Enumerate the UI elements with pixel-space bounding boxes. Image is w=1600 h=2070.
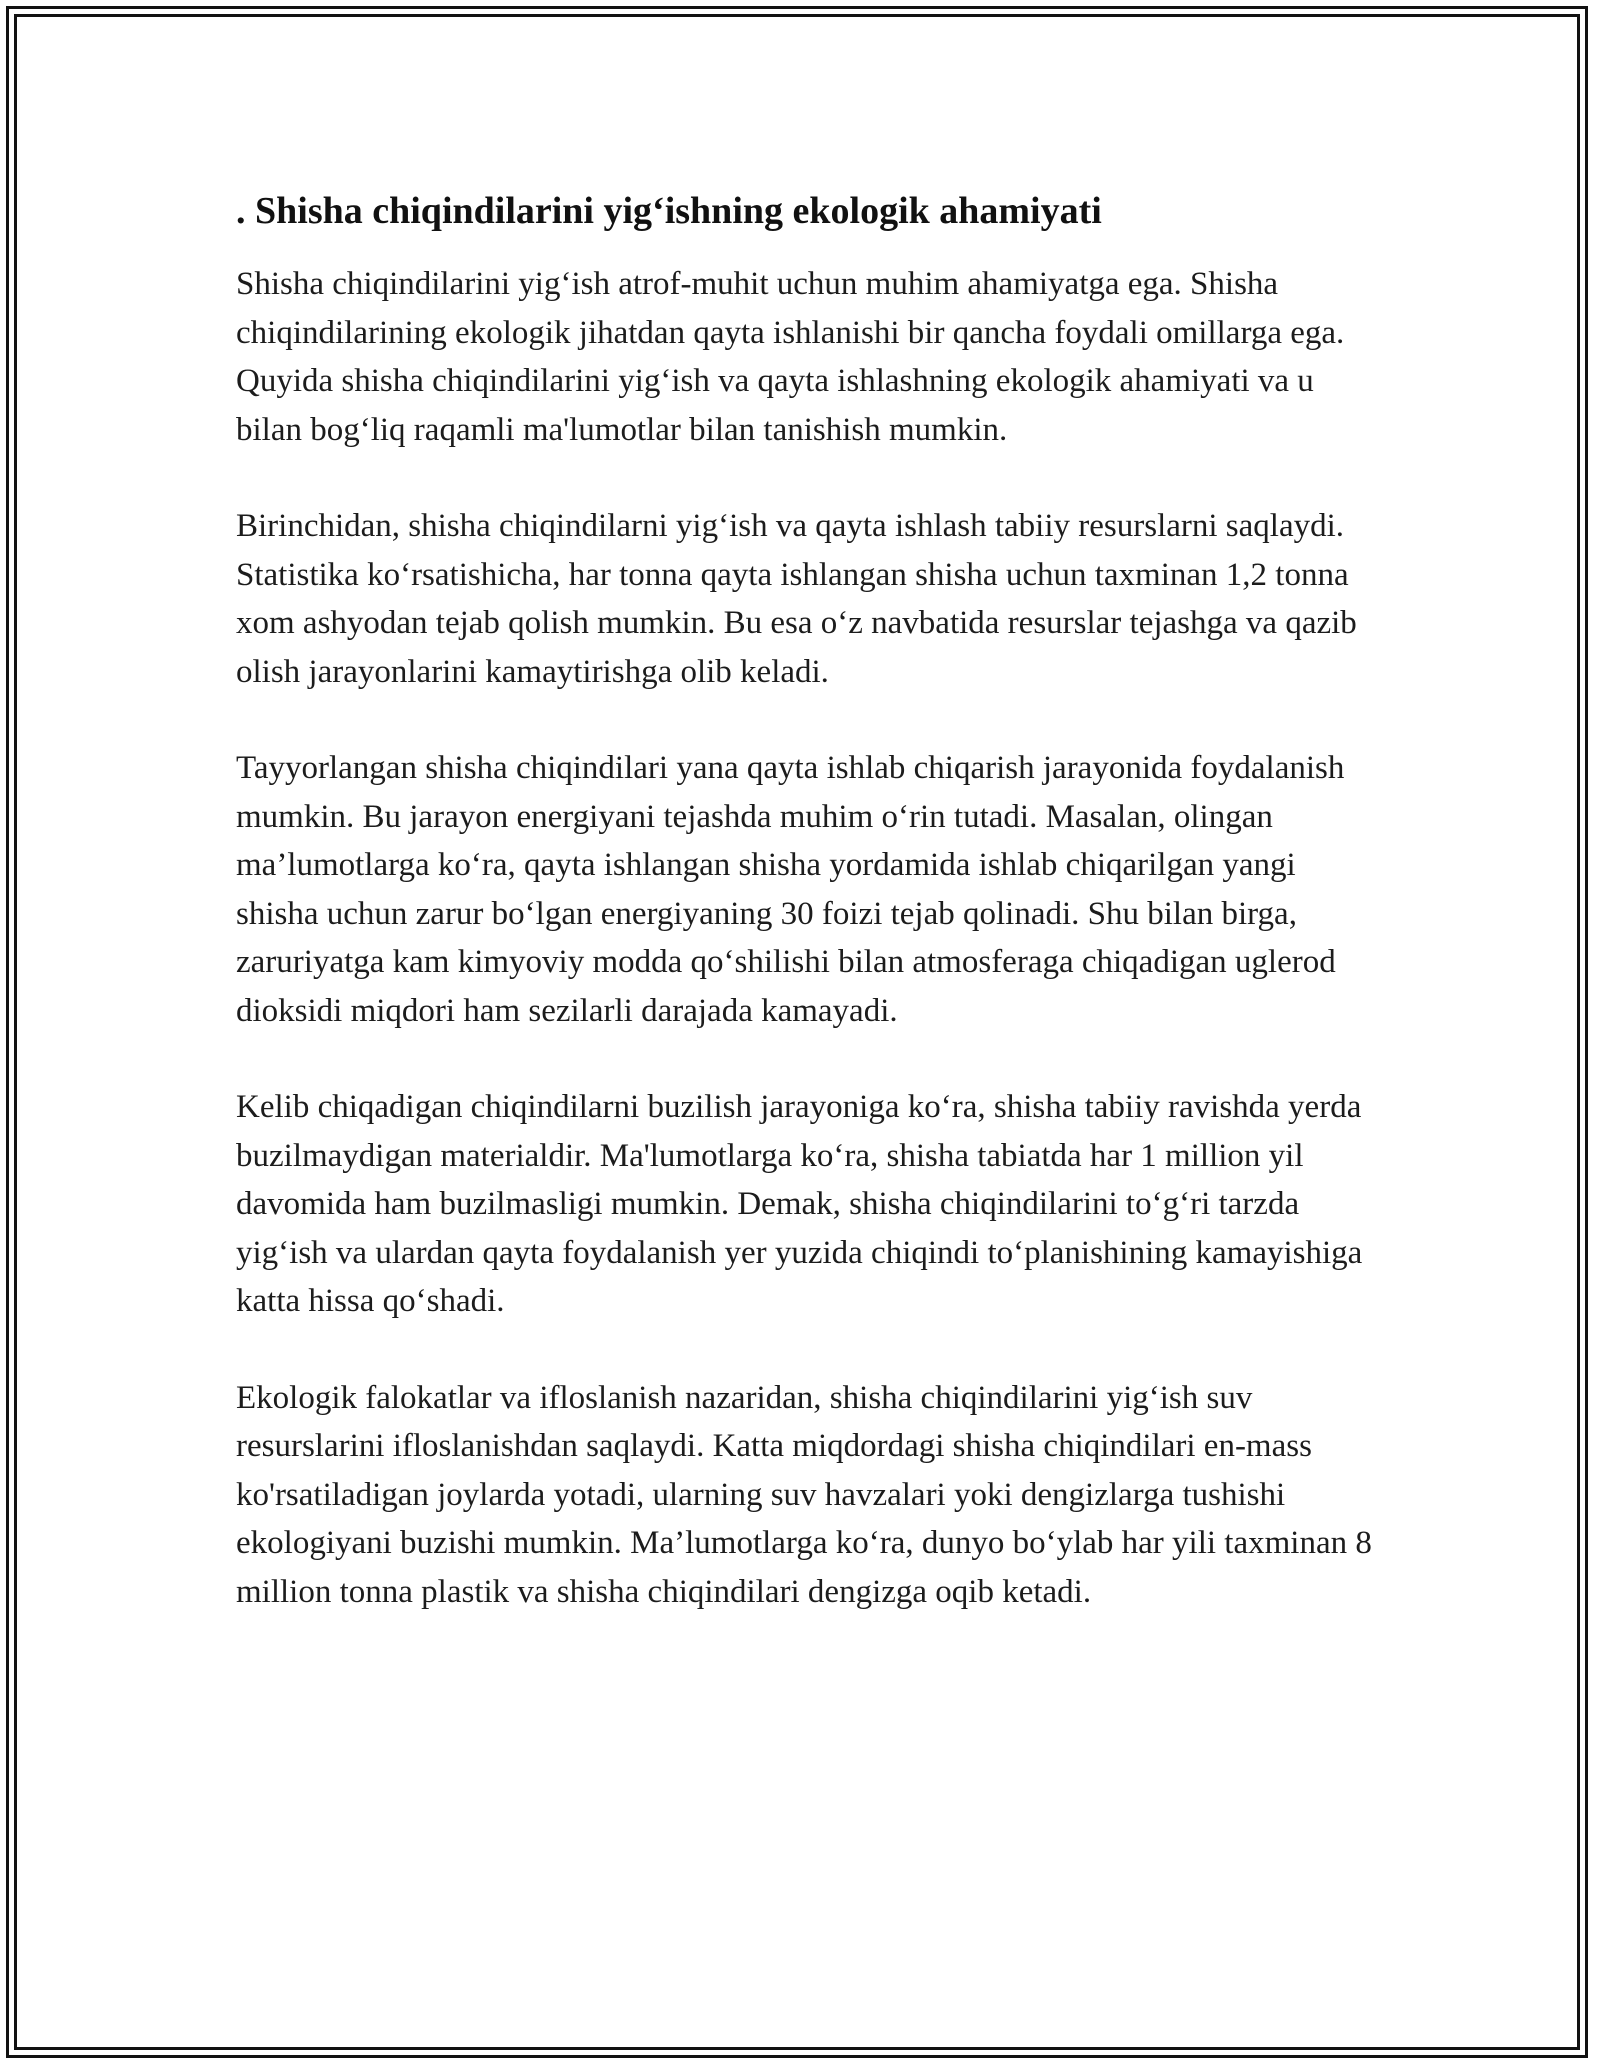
paragraph-energy: Tayyorlangan shisha chiqindilari yana qayta ishlab chiqarish jarayonida foydalanish mumkin. Bu jarayon energiyani tejashda muhim o‘rin tutadi. Masalan, olingan ma’lumotlarga ko‘ra, qayta ishlangan shisha yordamida ishlab chiqarilgan yangi shisha uchun zarur bo‘lgan energiyaning 30 foizi tejab qolinadi. Shu bilan birga, zaruriyatga kam kimyoviy modda qo‘shilishi bilan atmosferaga chiqadigan uglerod dioksidi miqdori ham sezilarli darajada kamayadi.: [236, 750, 1345, 1029]
paragraph-decomposition: Kelib chiqadigan chiqindilarni buzilish jarayoniga ko‘ra, shisha tabiiy ravishda yerda buzilmaydigan materialdir. Ma'lumotlarga ko‘ra, shisha tabiatda har 1 million yil davomida ham buzilmasligi mumkin. Demak, shisha chiqindilarini to‘g‘ri tarzda yig‘ish va ulardan qayta foydalanish yer yuzida chiqindi to‘planishining kamayishiga katta hissa qo‘shadi.: [236, 1089, 1363, 1319]
paragraph-resources: Birinchidan, shisha chiqindilarni yig‘ish va qayta ishlash tabiiy resurslarni saqlaydi. Statistika ko‘rsatishicha, har tonna qayta ishlangan shisha uchun taxminan 1,2 tonna xom ashyodan tejab qolish mumkin. Bu esa o‘z navbatida resurslar tejashga va qazib olish jarayonlarini kamaytirishga olib keladi.: [236, 508, 1357, 690]
document-title: . Shisha chiqindilarini yig‘ishning ekologik ahamiyati: [236, 190, 1102, 232]
paragraph-intro: Shisha chiqindilarini yig‘ish atrof-muhit uchun muhim ahamiyatga ega. Shisha chiqindilarining ekologik jihatdan qayta ishlanishi bir qancha foydali omillarga ega. Quyida shisha chiqindilarini yig‘ish va qayta ishlashning ekologik ahamiyati va u bilan bog‘liq raqamli ma'lumotlar bilan tanishish mumkin.: [236, 266, 1345, 448]
paragraph-pollution: Ekologik falokatlar va ifloslanish nazaridan, shisha chiqindilarini yig‘ish suv resurslarini ifloslanishdan saqlaydi. Katta miqdordagi shisha chiqindilari en-mass ko'rsatiladigan joylarda yotadi, ularning suv havzalari yoki dengizlarga tushishi ekologiyani buzishi mumkin. Ma’lumotlarga ko‘ra, dunyo bo‘ylab har yili taxminan 8 million tonna plastik va shisha chiqindilari dengizga oqib ketadi.: [236, 1379, 1372, 1610]
document-body: [236, 186, 1376, 1664]
